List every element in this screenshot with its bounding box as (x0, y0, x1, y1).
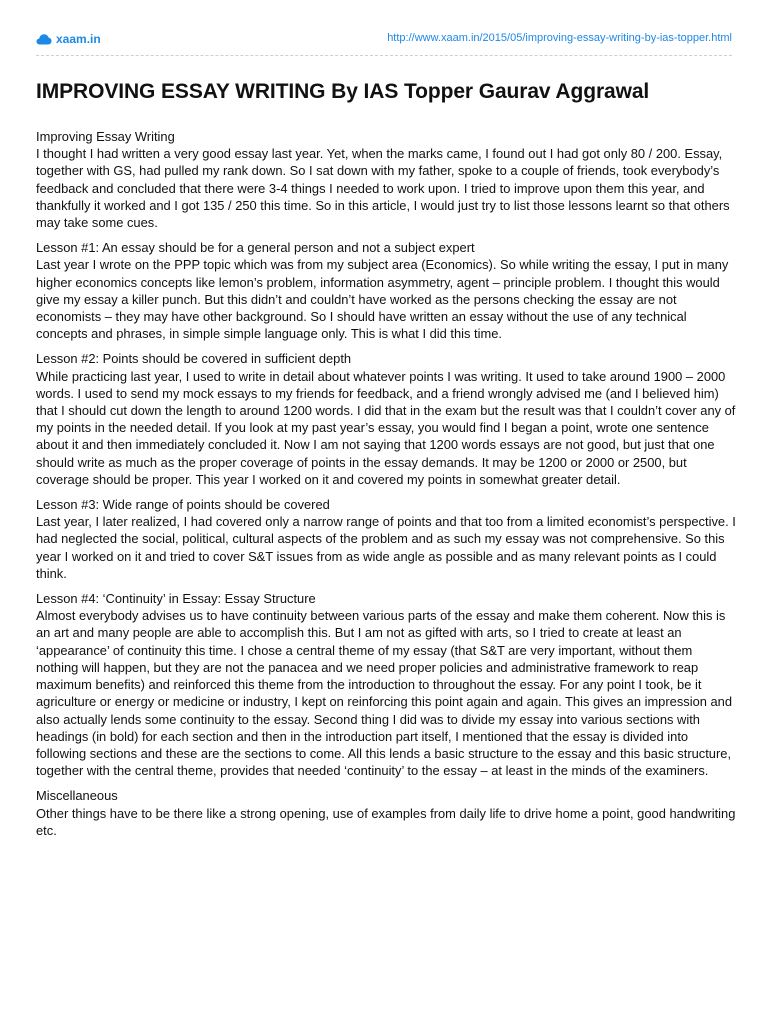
article-section (36, 350, 736, 488)
site-name: xaam.in (56, 32, 101, 46)
header-divider (36, 55, 732, 56)
section-paragraph: Other things have to be there like a strong opening, use of examples from daily life to drive home a point, good handwriting etc. (36, 805, 736, 838)
section-heading: Lesson #4: ‘Continuity’ in Essay: Essay Structure (36, 591, 316, 607)
article-section (36, 590, 736, 779)
section-paragraph: While practicing last year, I used to write in detail about whatever points I was writing. It used to take around 1900 – 2000 words. I used to send my mock essays to my friends for feedback, and a friend wrongly advised me (and I believed him) that I should cut down the length to around 1200 words. I did that in the exam but the result was that I couldn’t cover any of my points in the needed detail. If you look at my past year’s essay, you would find I began a point, wrote one sentence about it and then immediately concluded it. Now I am not saying that 1200 words essays are not good, but just that one should write as much as the proper coverage of points in the essay demands. It may be 1200 or 2000 or 2500, but coverage should be proper. This year I worked on it and covered my points in somewhat greater detail. (36, 368, 736, 487)
article-section (36, 128, 736, 231)
article-section (36, 496, 736, 582)
article-body (36, 128, 736, 847)
section-heading: Miscellaneous (36, 788, 118, 804)
section-heading: Improving Essay Writing (36, 129, 175, 144)
page-header (36, 32, 732, 52)
article-section (36, 787, 736, 839)
site-brand[interactable] (36, 32, 101, 46)
section-paragraph: I thought I had written a very good essay last year. Yet, when the marks came, I found out I had got only 80 / 200. Essay, together with GS, had pulled my rank down. So I sat down with my father, spoke to a couple of friends, took everybody’s feedback and concluded that there were 3-4 things I needed to work upon. I tried to improve upon them this year, and thankfully it worked and I got 135 / 250 this time. So in this article, I would just try to list those lessons learnt so that others may take some cues. (36, 146, 730, 231)
section-paragraph: Last year I wrote on the PPP topic which was from my subject area (Economics). So while writing the essay, I put in many higher economics concepts like lemon’s problem, information asymmetry, agent – principle problem. I thought this would give my essay a killer punch. But this didn’t and couldn’t have worked as the persons checking the essay are not economists – they may have other background. So I should have written an essay without the use of any technical concepts and phrases, in simple simple language only. This is what I did this time. (36, 257, 729, 342)
section-heading: Lesson #2: Points should be covered in sufficient depth (36, 351, 352, 367)
section-paragraph: Last year, I later realized, I had covered only a narrow range of points and that too from a limited economist’s perspective. I had neglected the social, political, cultural aspects of the problem and as such my essay was not comprehensive. So this year I worked on it and tried to cover S&T issues from as wide angle as possible and as many relevant points as I could think. (36, 514, 736, 581)
section-heading: Lesson #1: An essay should be for a general person and not a subject expert (36, 240, 475, 256)
cloud-icon (36, 33, 52, 45)
section-heading: Lesson #3: Wide range of points should be covered (36, 497, 330, 513)
source-url-link[interactable]: http://www.xaam.in/2015/05/improving-essay-writing-by-ias-topper.html (387, 32, 732, 44)
section-paragraph: Almost everybody advises us to have continuity between various parts of the essay and make them coherent. Now this is an art and many people are able to accomplish this. But I am not as gifted with arts, so I tried to create at least an ‘appearance’ of continuity this time. I chose a central theme of my essay (that S&T are very important, without them nothing will happen, but they are not the panacea and we need proper policies and administrative framework to reap maximum benefits) and reinforced this theme from the introduction to throughout the essay. For any point I took, be it agriculture or energy or medicine or industry, I kept on reinforcing this point again and again. This gives an impression and also actually lends some continuity to the essay. Second thing I did was to divide my essay into various sections with headings (in bold) for each section and then in the introduction part itself, I mentioned that the essay is divided into following sections and these are the sections to come. All this lends a basic structure to the essay and this basic structure, together with the central theme, provides that needed ‘continuity’ to the essay – at least in the minds of the examiners. (36, 608, 732, 779)
article-section (36, 239, 736, 342)
page-title: IMPROVING ESSAY WRITING By IAS Topper Gaurav Aggrawal (36, 80, 650, 103)
